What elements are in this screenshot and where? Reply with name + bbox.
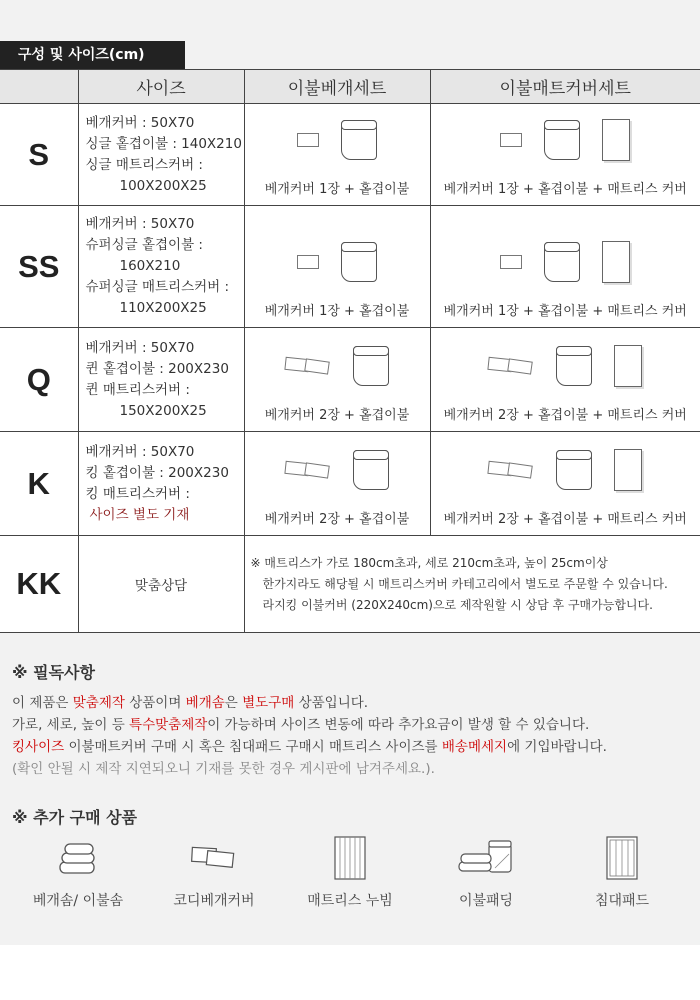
bed-pad-icon [562,832,682,884]
duvet-icon [544,120,580,160]
mattress-cover-icon [602,119,630,161]
dimension-line: 슈퍼싱글 매트리스커버 : [85,279,230,295]
pillow-cover-icon [500,255,522,269]
size-dimensions [78,432,244,536]
set1-cell [244,432,430,536]
set1-label: 베개커버 2장 + 홑겹이불 [264,512,410,527]
set-icons [431,438,700,502]
notice-line-1: 이 제품은 맞춤제작 상품이며 베개솜은 별도구매 상품입니다. [12,695,369,711]
set-icons [245,108,430,172]
duvet-icon [556,450,592,490]
custom-consult: 맞춤상담 [78,536,244,633]
table-row [0,206,700,328]
set2-cell [430,328,700,432]
mattress-cover-icon [602,241,630,283]
dimension-line: 110X200X25 [119,300,207,316]
extra-item-duvet-padding[interactable]: 이불패딩 [426,832,546,910]
notice-line-4: (확인 안될 시 제작 지연되오니 기재를 못한 경우 게시판에 남겨주세요.). [12,761,435,777]
set1-label: 베개커버 2장 + 홑겹이불 [264,408,410,423]
notice-line-2: 가로, 세로, 높이 등 특수맞춤제작이 가능하며 사이즈 변동에 따라 추가요금이 발생 할 수 있습니다. [12,717,590,733]
set-icons [431,108,700,172]
set2-label: 베개커버 1장 + 홑겹이불 + 매트리스 커버 [443,182,687,197]
duvet-icon [544,242,580,282]
table-row [0,328,700,432]
duvet-icon [341,120,377,160]
dimension-line: 킹 매트리스커버 : [85,485,190,502]
dimension-line: 슈퍼싱글 홑겹이불 : [85,237,203,253]
extra-item-mattress-quilt[interactable]: 매트리스 누빔 [290,832,410,910]
size-dimensions [78,206,244,328]
table-row [0,432,700,536]
pillow-cover-icon [285,356,331,376]
set2-cell [430,104,700,206]
set2-label: 베개커버 2장 + 홑겹이불 + 매트리스 커버 [443,408,687,423]
pillow-cover-icon [285,460,331,480]
dimension-line: 100X200X25 [119,177,207,194]
duvet-icon [353,346,389,386]
header-set2: 이불매트커버세트 [430,70,700,104]
note-line: 라지킹 이불커버 (220X240cm)으로 제작원할 시 상담 후 구매가능합니다. [262,597,653,612]
duvet-icon [556,346,592,386]
set-icons [245,230,430,294]
duvet-icon [353,450,389,490]
pillow-cover-icon [297,255,319,269]
table-header-row [0,70,700,104]
dimension-line: 퀸 매트리스커버 : [85,381,190,398]
set-icons [245,334,430,398]
size-code: KK [0,536,78,633]
dimension-line: 베개커버 : 50X70 [85,443,195,460]
set2-cell [430,206,700,328]
pillow-cover-icon [297,133,319,147]
header-size: 사이즈 [78,70,244,104]
dimension-line: 퀸 홑겹이불 : 200X230 [85,360,229,377]
pillow-cover-icon [488,356,534,376]
set1-label: 베개커버 1장 + 홑겹이불 [264,304,410,319]
extras-list [0,832,700,910]
dimension-line: 킹 홑겹이불 : 200X230 [85,464,229,481]
set1-cell [244,206,430,328]
dimension-line: 베개커버 : 50X70 [85,114,195,131]
pillow-cover-icon [488,460,534,480]
set-icons [431,230,700,294]
dimension-line: 베개커버 : 50X70 [85,216,195,232]
duvet-padding-icon [426,832,546,884]
size-table [0,69,700,633]
mattress-cover-icon [614,345,642,387]
dimension-line: 160X210 [119,258,181,274]
extra-item-pillow-filling[interactable]: 베개솜/ 이불솜 [18,832,138,910]
notice-body [12,692,607,780]
extra-item-bed-pad[interactable]: 침대패드 [562,832,682,910]
set-icons [431,334,700,398]
set2-label: 베개커버 1장 + 홑겹이불 + 매트리스 커버 [443,304,687,319]
notice-line-3: 킹사이즈 이불매트커버 구매 시 혹은 침대패드 구매시 매트리스 사이즈를 배송메세지에 기입바랍니다. [12,739,607,755]
table-row [0,104,700,206]
dimension-line: 싱글 매트리스커버 : [85,156,203,173]
set1-cell [244,104,430,206]
dimension-line: 사이즈 별도 기재 [89,506,190,523]
extra-item-pillow-cover[interactable]: 코디베개커버 [154,832,274,910]
pillow-cover-icon [500,133,522,147]
custom-note [244,536,700,633]
header-blank [0,70,78,104]
size-code: SS [0,206,78,328]
size-code: Q [0,328,78,432]
section-tab: 구성 및 사이즈(cm) [0,41,185,69]
set1-cell [244,328,430,432]
dimension-line: 150X200X25 [119,402,207,419]
set1-label: 베개커버 1장 + 홑겹이불 [264,182,410,197]
pillow-cover-icon [154,832,274,884]
note-line: ※ 매트리스가 가로 180cm초과, 세로 210cm초과, 높이 25cm이상 [250,555,608,570]
header-set1: 이불베개세트 [244,70,430,104]
size-dimensions [78,328,244,432]
set-icons [245,438,430,502]
pillow-stack-icon [18,832,138,884]
set2-cell [430,432,700,536]
extras-title: ※ 추가 구매 상품 [12,808,138,827]
size-code: S [0,104,78,206]
mattress-quilt-icon [290,832,410,884]
notice-title: ※ 필독사항 [12,663,95,682]
size-code: K [0,432,78,536]
dimension-line: 베개커버 : 50X70 [85,339,195,356]
table-row [0,536,700,633]
dimension-line: 싱글 홑겹이불 : 140X210 [85,135,242,152]
note-line: 한가지라도 해당될 시 매트리스커버 카테고리에서 별도로 주문할 수 있습니다. [262,576,668,591]
set2-label: 베개커버 2장 + 홑겹이불 + 매트리스 커버 [443,512,687,527]
mattress-cover-icon [614,449,642,491]
size-dimensions [78,104,244,206]
duvet-icon [341,242,377,282]
